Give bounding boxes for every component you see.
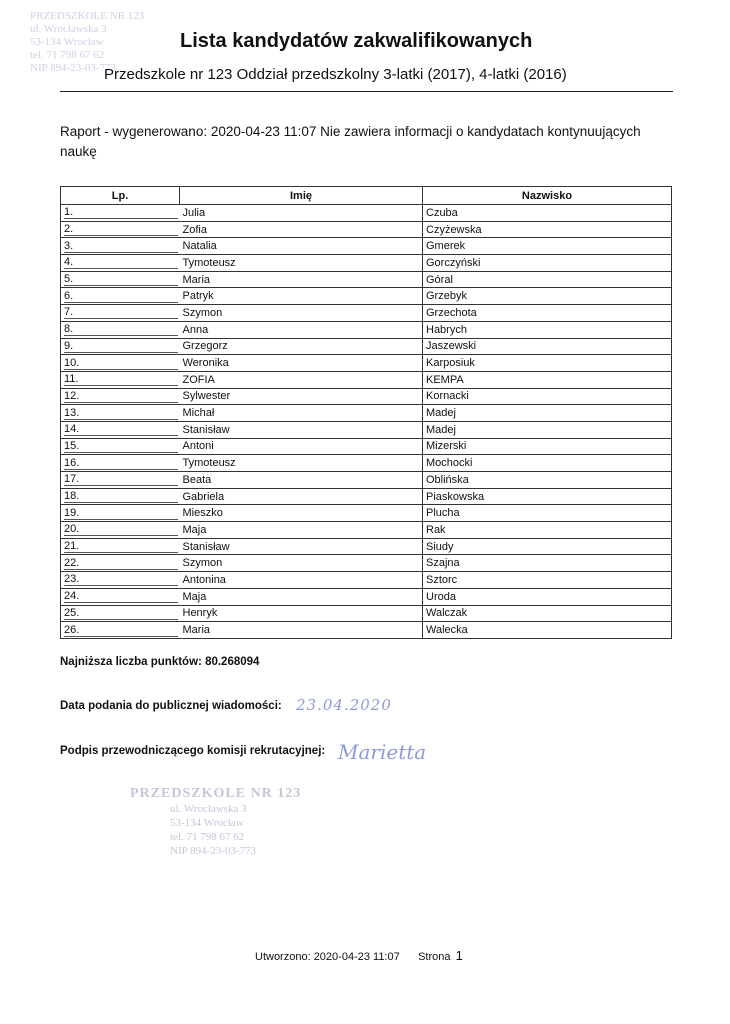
table-row — [61, 472, 672, 489]
table-row — [61, 388, 672, 405]
table-body — [61, 205, 672, 639]
cell-nazwisko: Oblińska — [423, 472, 672, 489]
cell-imie: Julia — [180, 205, 423, 222]
lp-value: 24. — [64, 590, 178, 603]
cell-nazwisko: Piaskowska — [423, 488, 672, 505]
cell-lp — [61, 305, 180, 322]
header-divider — [60, 91, 673, 92]
cell-nazwisko: Mochocki — [423, 455, 672, 472]
table-row — [61, 588, 672, 605]
cell-lp — [61, 388, 180, 405]
header-imie: Imię — [180, 187, 423, 205]
table-row — [61, 321, 672, 338]
cell-lp — [61, 538, 180, 555]
table-row — [61, 538, 672, 555]
lp-value: 7. — [64, 306, 178, 319]
document-subtitle: Przedszkole nr 123 Oddział przedszkolny 3-latki (2017), 4-latki (2016) — [104, 66, 567, 83]
cell-lp — [61, 338, 180, 355]
lp-value: 16. — [64, 457, 178, 470]
cell-nazwisko: Szajna — [423, 555, 672, 572]
lp-value: 10. — [64, 357, 178, 370]
publication-date-handwritten: 23.04.2020 — [296, 696, 392, 714]
stamp-line: ul. Wrocławska 3 — [170, 803, 247, 815]
cell-lp — [61, 572, 180, 589]
cell-imie: Mieszko — [180, 505, 423, 522]
cell-nazwisko: Czyżewska — [423, 221, 672, 238]
cell-imie: Stanisław — [180, 538, 423, 555]
lp-value: 22. — [64, 557, 178, 570]
lp-value: 25. — [64, 607, 178, 620]
cell-lp — [61, 255, 180, 272]
publication-date-label: Data podania do publicznej wiadomości: — [60, 700, 282, 712]
cell-nazwisko: Habrych — [423, 321, 672, 338]
cell-imie: Antoni — [180, 438, 423, 455]
stamp-line: tel. 71 798 67 62 — [170, 831, 245, 843]
cell-nazwisko: Mizerski — [423, 438, 672, 455]
cell-nazwisko: KEMPA — [423, 371, 672, 388]
report-info: Raport - wygenerowano: 2020-04-23 11:07 Nie zawiera informacji o kandydatach kontynuujących naukę — [60, 124, 641, 159]
cell-nazwisko: Czuba — [423, 205, 672, 222]
cell-lp — [61, 622, 180, 639]
table-header-row — [61, 187, 672, 205]
lp-value: 15. — [64, 440, 178, 453]
lp-value: 4. — [64, 256, 178, 269]
cell-nazwisko: Jaszewski — [423, 338, 672, 355]
cell-lp — [61, 421, 180, 438]
table-row — [61, 438, 672, 455]
lp-value: 23. — [64, 573, 178, 586]
cell-lp — [61, 555, 180, 572]
table-row — [61, 605, 672, 622]
document-title: Lista kandydatów zakwalifikowanych — [180, 30, 533, 52]
cell-nazwisko: Walczak — [423, 605, 672, 622]
lp-value: 13. — [64, 407, 178, 420]
cell-imie: Maja — [180, 588, 423, 605]
stamp-head: PRZEDSZKOLE NR 123 — [130, 786, 302, 801]
stamp-line: 53-134 Wrocław — [30, 36, 104, 48]
lp-value: 3. — [64, 240, 178, 253]
page-label: Strona — [418, 951, 451, 963]
cell-nazwisko: Kornacki — [423, 388, 672, 405]
cell-imie: Maja — [180, 522, 423, 539]
lp-value: 18. — [64, 490, 178, 503]
table-row — [61, 622, 672, 639]
stamp-line: 53-134 Wrocław — [170, 817, 244, 829]
table-row — [61, 255, 672, 272]
page-footer — [255, 948, 463, 963]
stamp-line: NIP 894-23-03-773 — [30, 62, 117, 74]
cell-imie: Weronika — [180, 355, 423, 372]
cell-imie: Maria — [180, 271, 423, 288]
cell-lp — [61, 605, 180, 622]
cell-imie: Gabriela — [180, 488, 423, 505]
cell-imie: Stanisław — [180, 421, 423, 438]
lowest-score-value: 80.268094 — [205, 656, 260, 668]
lp-value: 11. — [64, 373, 178, 386]
created-timestamp: Utworzono: 2020-04-23 11:07 — [255, 951, 400, 963]
stamp-line: PRZEDSZKOLE NR 123 — [30, 10, 145, 22]
cell-imie: Szymon — [180, 555, 423, 572]
lp-value: 20. — [64, 523, 178, 536]
cell-lp — [61, 505, 180, 522]
cell-lp — [61, 205, 180, 222]
cell-lp — [61, 238, 180, 255]
cell-lp — [61, 355, 180, 372]
cell-imie: Szymon — [180, 305, 423, 322]
table-row — [61, 205, 672, 222]
cell-lp — [61, 438, 180, 455]
cell-lp — [61, 288, 180, 305]
lp-value: 9. — [64, 340, 178, 353]
table-row — [61, 405, 672, 422]
table-row — [61, 488, 672, 505]
signature-label: Podpis przewodniczącego komisji rekrutacyjnej: — [60, 745, 326, 757]
lp-value: 1. — [64, 206, 178, 219]
cell-imie: Tymoteusz — [180, 455, 423, 472]
cell-nazwisko: Grzechota — [423, 305, 672, 322]
cell-nazwisko: Siudy — [423, 538, 672, 555]
lp-value: 6. — [64, 290, 178, 303]
cell-lp — [61, 371, 180, 388]
table-row — [61, 371, 672, 388]
cell-nazwisko: Karposiuk — [423, 355, 672, 372]
lp-value: 12. — [64, 390, 178, 403]
table-row — [61, 338, 672, 355]
cell-imie: Patryk — [180, 288, 423, 305]
table-row — [61, 238, 672, 255]
cell-lp — [61, 522, 180, 539]
cell-lp — [61, 472, 180, 489]
cell-imie: ZOFIA — [180, 371, 423, 388]
lp-value: 26. — [64, 624, 178, 637]
lp-value: 17. — [64, 473, 178, 486]
header-nazwisko: Nazwisko — [423, 187, 672, 205]
table-row — [61, 455, 672, 472]
cell-nazwisko: Sztorc — [423, 572, 672, 589]
cell-nazwisko: Grzebyk — [423, 288, 672, 305]
candidates-table — [60, 186, 672, 639]
lp-value: 14. — [64, 423, 178, 436]
cell-nazwisko: Góral — [423, 271, 672, 288]
table-row — [61, 271, 672, 288]
cell-nazwisko: Uroda — [423, 588, 672, 605]
table-row — [61, 555, 672, 572]
cell-imie: Anna — [180, 321, 423, 338]
table-row — [61, 288, 672, 305]
table-row — [61, 505, 672, 522]
page-number: 1 — [455, 948, 463, 963]
cell-imie: Tymoteusz — [180, 255, 423, 272]
cell-imie: Michał — [180, 405, 423, 422]
cell-imie: Beata — [180, 472, 423, 489]
cell-imie: Maria — [180, 622, 423, 639]
cell-nazwisko: Rak — [423, 522, 672, 539]
cell-lp — [61, 455, 180, 472]
cell-imie: Grzegorz — [180, 338, 423, 355]
cell-imie: Henryk — [180, 605, 423, 622]
lowest-score — [60, 656, 259, 668]
cell-imie: Sylwester — [180, 388, 423, 405]
table-row — [61, 305, 672, 322]
cell-nazwisko: Madej — [423, 421, 672, 438]
table-row — [61, 421, 672, 438]
stamp-line: ul. Wrocławska 3 — [30, 23, 107, 35]
table-row — [61, 355, 672, 372]
cell-lp — [61, 588, 180, 605]
cell-nazwisko: Gorczyński — [423, 255, 672, 272]
stamp-line: NIP 894-23-03-773 — [170, 845, 257, 857]
cell-nazwisko: Madej — [423, 405, 672, 422]
cell-lp — [61, 271, 180, 288]
cell-nazwisko: Gmerek — [423, 238, 672, 255]
lp-value: 2. — [64, 223, 178, 236]
cell-lp — [61, 321, 180, 338]
cell-nazwisko: Walecka — [423, 622, 672, 639]
cell-nazwisko: Plucha — [423, 505, 672, 522]
lowest-score-label: Najniższa liczba punktów: — [60, 656, 202, 668]
header-lp: Lp. — [61, 187, 180, 205]
table-row — [61, 522, 672, 539]
cell-lp — [61, 221, 180, 238]
handwritten-signature: Marietta — [338, 740, 427, 764]
table-row — [61, 572, 672, 589]
lp-value: 19. — [64, 507, 178, 520]
stamp-line: tel. 71 798 67 62 — [30, 49, 105, 61]
cell-imie: Antonina — [180, 572, 423, 589]
school-stamp-bottom — [130, 786, 330, 866]
lp-value: 5. — [64, 273, 178, 286]
cell-imie: Natalia — [180, 238, 423, 255]
cell-lp — [61, 405, 180, 422]
lp-value: 8. — [64, 323, 178, 336]
cell-imie: Zofia — [180, 221, 423, 238]
lp-value: 21. — [64, 540, 178, 553]
table-row — [61, 221, 672, 238]
cell-lp — [61, 488, 180, 505]
